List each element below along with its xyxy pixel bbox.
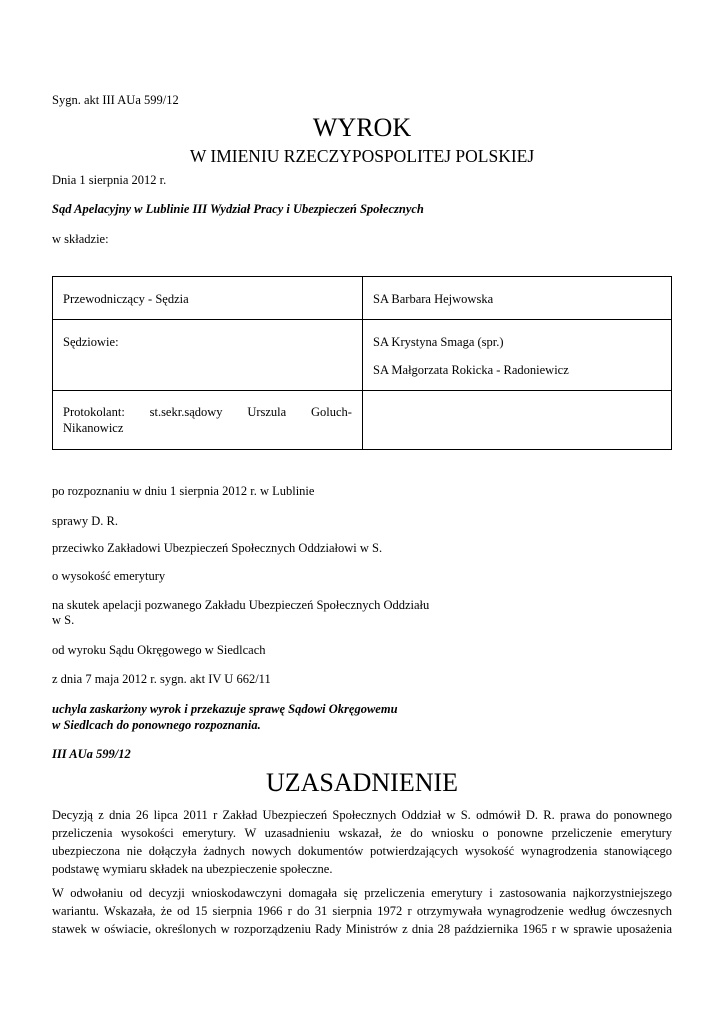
subject-line: o wysokość emerytury (52, 569, 166, 583)
paragraph-1 (52, 806, 672, 878)
hearing-line: po rozpoznaniu w dniu 1 sierpnia 2012 r. w Lublinie (52, 484, 315, 498)
case-reference-2: III AUa 599/12 (52, 747, 131, 761)
against-line: przeciwko Zakładowi Ubezpieczeń Społecznych Oddziałowi w S. (52, 541, 383, 555)
composition-row (53, 391, 672, 450)
composition-table (52, 276, 672, 450)
justification-heading: UZASADNIENIE (265, 768, 459, 797)
composition-row (53, 320, 672, 391)
paragraph-line: przeliczenia wysokości emerytury. W uzasadnieniu wskazał, że do wniosku o ponowne przeliczenie emerytury (52, 826, 672, 840)
case-party-line: sprawy D. R. (52, 514, 118, 528)
judge-name-1: SA Krystyna Smaga (spr.) (373, 335, 504, 349)
paragraph-line: podstawę wymiaru składek na ubezpieczenie społeczne. (52, 862, 333, 876)
judgment-date: Dnia 1 sierpnia 2012 r. (52, 173, 167, 187)
composition-row (53, 277, 672, 320)
paragraph-line: wariantu. Wskazała, że od 15 sierpnia 1966 r do 31 sierpnia 1972 r otrzymywała wynagrodzenie według ówczesnych (52, 904, 672, 918)
paragraph-line: Decyzją z dnia 26 lipca 2011 r Zakład Ubezpieczeń Społecznych Oddział w S. odmówił D. R. prawa do ponownego (52, 808, 672, 822)
composition-intro: w składzie: (52, 232, 109, 246)
lower-court-date-line: z dnia 7 maja 2012 r. sygn. akt IV U 662/11 (52, 672, 271, 686)
presiding-judge-label: Przewodniczący - Sędzia (63, 292, 189, 306)
presiding-judge-name: SA Barbara Hejwowska (373, 292, 494, 306)
judge-name-2: SA Małgorzata Rokicka - Radoniewicz (373, 363, 569, 377)
clerk-surname-part: Goluch- (311, 405, 352, 419)
document-title: WYROK (312, 113, 412, 142)
paragraph-line: stawek w oświacie, określonych w rozporządzeniu Rady Ministrów z dnia 28 października 1965 r w sprawie uposażenia (52, 922, 672, 936)
ruling-line-cont: w Siedlcach do ponownego rozpoznania. (52, 718, 261, 732)
paragraph-line: W odwołaniu od decyzji wnioskodawczyni domagała się przeliczenia emerytury i zastosowania najkorzystniejszego (52, 886, 672, 900)
court-name: Sąd Apelacyjny w Lublinie III Wydział Pracy i Ubezpieczeń Społecznych (52, 202, 424, 216)
clerk-firstname: Urszula (247, 405, 287, 419)
paragraph-line: ubezpieczona nie dołączyła żadnych nowych dokumentów potwierdzających wysokość wynagrodzenia stanowiącego (52, 844, 672, 858)
lower-court-line: od wyroku Sądu Okręgowego w Siedlcach (52, 643, 266, 657)
clerk-title: st.sekr.sądowy (149, 405, 223, 419)
clerk-label-cont: Nikanowicz (63, 421, 124, 435)
judges-label: Sędziowie: (63, 335, 119, 349)
appeal-line-cont: w S. (52, 613, 75, 627)
clerk-label (63, 404, 352, 420)
appeal-line: na skutek apelacji pozwanego Zakładu Ubezpieczeń Społecznych Oddziału (52, 598, 430, 612)
paragraph-2 (52, 884, 672, 938)
clerk-label-word: Protokolant: (63, 405, 125, 419)
document-subtitle: W IMIENIU RZECZYPOSPOLITEJ POLSKIEJ (189, 146, 535, 166)
case-reference: Sygn. akt III AUa 599/12 (52, 93, 179, 107)
ruling-line: uchyla zaskarżony wyrok i przekazuje sprawę Sądowi Okręgowemu (52, 702, 398, 716)
